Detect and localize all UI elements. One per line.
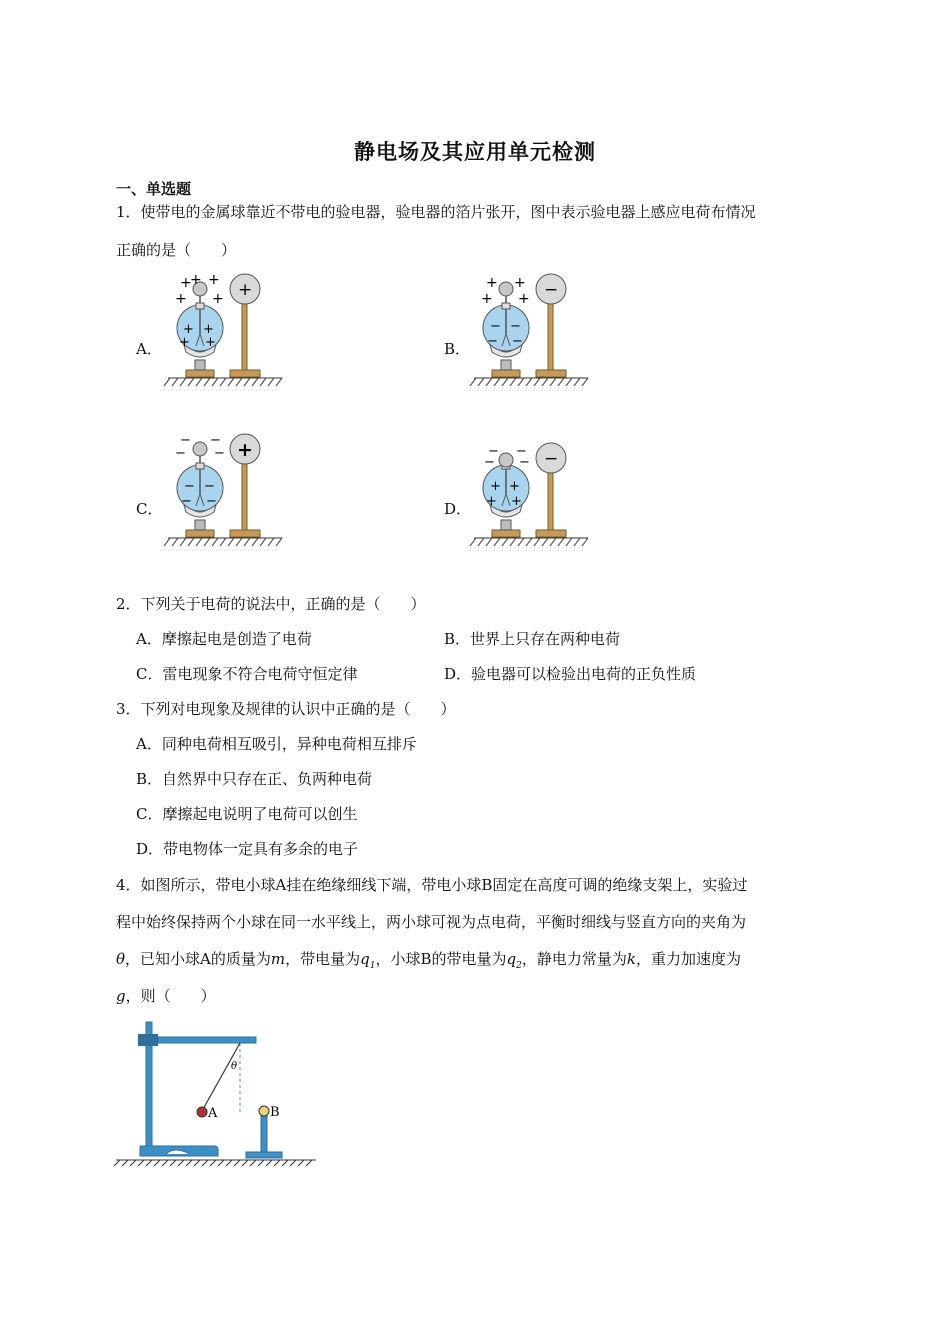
q4-stem-line4 xyxy=(116,986,216,1006)
q4-stem-line2: 程中始终保持两个小球在同一水平线上，两小球可视为点电荷，平衡时细线与竖直方向的夹角为 xyxy=(116,913,747,931)
svg-text:+: + xyxy=(518,291,530,307)
electroscope-figure-d xyxy=(466,430,596,555)
svg-text:−: − xyxy=(519,455,530,470)
q2-option-d[interactable]: D．验电器可以检验出电荷的正负性质 xyxy=(444,665,697,683)
svg-text:+: + xyxy=(205,335,216,350)
q1-stem-line2: 正确的是（ ） xyxy=(116,241,237,259)
svg-text:−: − xyxy=(516,444,527,459)
svg-text:+: + xyxy=(514,275,526,291)
var-k: k xyxy=(626,950,636,968)
charged-sphere-d xyxy=(536,443,566,537)
svg-text:+: + xyxy=(183,322,194,337)
var-q2: q xyxy=(506,950,517,968)
ball-b-label: B xyxy=(270,1105,280,1120)
svg-text:−: − xyxy=(512,334,523,349)
q3-option-c[interactable]: C．摩擦起电说明了电荷可以创生 xyxy=(136,805,358,823)
var-theta: θ xyxy=(116,950,126,968)
svg-text:+: + xyxy=(175,291,187,307)
pendulum-figure xyxy=(110,1018,325,1168)
charged-sphere-a xyxy=(230,274,260,377)
text-segment: ，静电力常量为 xyxy=(521,950,627,968)
page-title: 静电场及其应用单元检测 xyxy=(354,140,596,164)
svg-text:−: − xyxy=(544,280,559,300)
q2-option-a[interactable]: A．摩擦起电是创造了电荷 xyxy=(136,630,312,648)
theta-label: θ xyxy=(231,1061,238,1072)
svg-text:−: − xyxy=(210,433,221,448)
q1-option-d-label[interactable]: D． xyxy=(444,500,472,518)
svg-text:−: − xyxy=(544,449,559,469)
svg-text:−: − xyxy=(206,494,217,509)
svg-text:−: − xyxy=(180,433,191,448)
svg-text:−: − xyxy=(184,479,195,494)
text-segment: ，小球B的带电量为 xyxy=(375,950,507,968)
q3-option-b[interactable]: B．自然界中只存在正、负两种电荷 xyxy=(136,770,373,788)
ball-a-label: A xyxy=(208,1106,218,1121)
text-segment: ，重力加速度为 xyxy=(635,950,741,968)
svg-text:+: + xyxy=(509,479,520,494)
electroscope-d xyxy=(483,444,530,537)
svg-text:+: + xyxy=(203,322,214,337)
svg-text:+: + xyxy=(212,291,224,307)
svg-text:+: + xyxy=(481,291,493,307)
svg-text:+: + xyxy=(486,494,497,509)
q2-option-c[interactable]: C．雷电现象不符合电荷守恒定律 xyxy=(136,665,358,683)
q2-stem: 2．下列关于电荷的说法中，正确的是（ ） xyxy=(116,595,426,613)
q1-stem-line1: 1．使带电的金属球靠近不带电的验电器，验电器的箔片张开，图中表示验电器上感应电荷布情况 xyxy=(116,203,756,221)
text-segment: ，带电量为 xyxy=(285,950,361,968)
svg-text:+: + xyxy=(237,439,253,461)
svg-text:−: − xyxy=(510,319,521,334)
q3-option-a[interactable]: A．同种电荷相互吸引，异种电荷相互排斥 xyxy=(136,735,417,753)
svg-text:−: − xyxy=(484,455,495,470)
text-segment: ，则（ ） xyxy=(125,987,216,1005)
electroscope-c xyxy=(175,433,225,537)
electroscope-figure-c xyxy=(160,430,290,555)
charged-sphere-c xyxy=(230,434,260,537)
svg-text:+: + xyxy=(490,479,501,494)
electroscope-figure-b xyxy=(466,270,596,395)
svg-text:+: + xyxy=(190,272,202,288)
q3-stem: 3．下列对电现象及规律的认识中正确的是（ ） xyxy=(116,700,456,718)
svg-text:+: + xyxy=(208,272,220,288)
charged-sphere-b xyxy=(536,274,566,377)
svg-text:+: + xyxy=(238,280,253,300)
text-segment: ，已知小球A的质量为 xyxy=(125,950,271,968)
q2-option-b[interactable]: B．世界上只存在两种电荷 xyxy=(444,630,621,648)
q4-stem-line1: 4．如图所示，带电小球A挂在绝缘细线下端，带电小球B固定在高度可调的绝缘支架上，实验过 xyxy=(116,876,748,894)
electroscope-figure-a xyxy=(160,270,290,395)
electroscope-a xyxy=(175,272,224,377)
svg-text:+: + xyxy=(180,275,192,291)
svg-text:+: + xyxy=(511,494,522,509)
q1-option-a-label[interactable]: A． xyxy=(136,340,162,358)
var-q1: q xyxy=(360,950,370,968)
svg-text:+: + xyxy=(486,275,498,291)
svg-text:−: − xyxy=(487,334,498,349)
subscript: 2 xyxy=(516,961,522,971)
svg-text:−: − xyxy=(488,444,499,459)
svg-text:−: − xyxy=(181,494,192,509)
svg-text:−: − xyxy=(204,479,215,494)
subscript: 1 xyxy=(369,961,376,971)
svg-text:+: + xyxy=(179,335,190,350)
q4-stem-line3 xyxy=(116,949,741,976)
q1-option-b-label[interactable]: B． xyxy=(444,340,471,358)
q1-option-c-label[interactable]: C． xyxy=(136,500,163,518)
var-m: m xyxy=(270,950,286,968)
electroscope-b xyxy=(481,275,530,377)
svg-text:−: − xyxy=(490,319,501,334)
svg-text:−: − xyxy=(175,446,186,461)
var-g: g xyxy=(116,987,126,1005)
section-heading: 一、单选题 xyxy=(116,180,192,198)
q3-option-d[interactable]: D．带电物体一定具有多余的电子 xyxy=(136,840,359,858)
svg-text:−: − xyxy=(214,446,225,461)
